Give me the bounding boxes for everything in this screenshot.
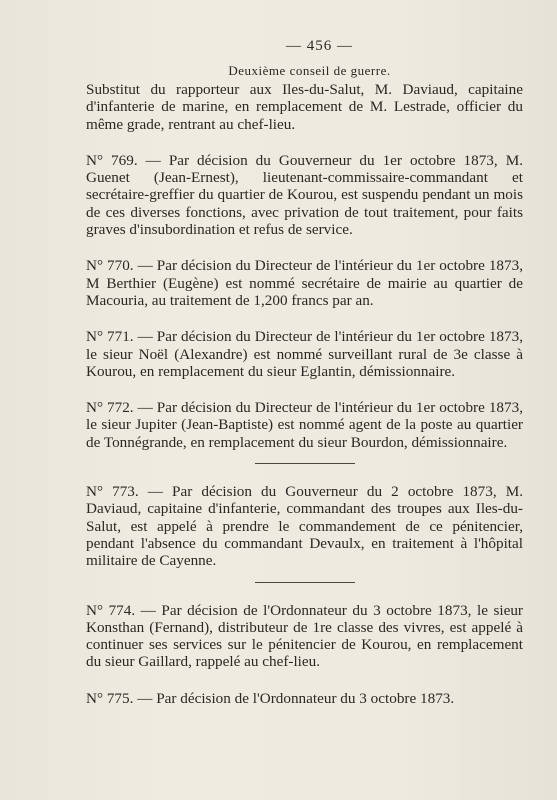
entry-769 [86, 152, 523, 238]
separator-rule [255, 463, 355, 464]
page-number: — 456 — [286, 38, 353, 54]
paragraph-text: Substitut du rapporteur aux Iles-du-Salut, M. Daviaud, capitaine d'infanterie de marine, en remplacement de M. Lestrade, officier du même grade, rentrant au chef-lieu. [86, 81, 523, 133]
entry-text: — Par décision de l'Ordonnateur du 3 octobre 1873, le sieur Konsthan (Fernand), distributeur de 1re classe des vivres, est appelé à continuer ses services sur le pénitencier de Kourou, en remplacement du sieur Gaillard, rappelé au chef-lieu. [86, 601, 523, 671]
entry-number: N° 773. [86, 483, 139, 501]
separator-rule [255, 582, 355, 583]
entry-773 [86, 483, 523, 569]
entry-text: — Par décision de l'Ordonnateur du 3 octobre 1873. [133, 689, 455, 707]
paragraph-substitut [86, 81, 523, 133]
entry-number: N° 774. [86, 601, 136, 619]
entry-text: — Par décision du Gouverneur du 1er octobre 1873, M. Guenet (Jean-Ernest), lieutenant-commissaire-commandant et secrétaire-greffier du quartier de Kourou, est suspendu pendant un mois de ces diverses fonctions, avec privation de tout traitement, pour faits graves d'insubordination et refus de service. [86, 151, 523, 239]
entry-number: N° 769. [86, 151, 138, 169]
entry-text: — Par décision du Gouverneur du 2 octobre 1873, M. Daviaud, capitaine d'infanterie, commandant des troupes aux Iles-du-Salut, est appelé à prendre le commandement de ce pénitencier, pendant l'absence du commandant Devaulx, en traitement à l'hôpital militaire de Cayenne. [86, 483, 524, 570]
entry-771 [86, 328, 523, 380]
entry-775 [86, 690, 523, 707]
entry-770 [86, 257, 523, 309]
entry-774 [86, 602, 523, 671]
entry-number: N° 770. [86, 257, 134, 275]
entry-number: N° 775. [86, 689, 134, 707]
entry-text: — Par décision du Directeur de l'intérieur du 1er octobre 1873, le sieur Jupiter (Jean-Baptiste) est nommé agent de la poste au quartier de Tonnégrande, en remplacement du sieur Bourdon, démissionnaire. [86, 399, 523, 451]
entry-number: N° 771. [86, 328, 134, 346]
entry-text: — Par décision du Directeur de l'intérieur du 1er octobre 1873, M Berthier (Eugène) est nommé secrétaire de mairie au quartier de Macouria, au traitement de 1,200 francs par an. [86, 257, 523, 309]
entry-772 [86, 399, 523, 451]
running-head: Deuxième conseil de guerre. [228, 63, 391, 78]
entry-text: — Par décision du Directeur de l'intérieur du 1er octobre 1873, le sieur Noël (Alexandre) est nommé surveillant rural de 3e classe à Kourou, en remplacement du sieur Eglantin, démissionnaire. [86, 328, 523, 380]
entry-number: N° 772. [86, 399, 134, 417]
